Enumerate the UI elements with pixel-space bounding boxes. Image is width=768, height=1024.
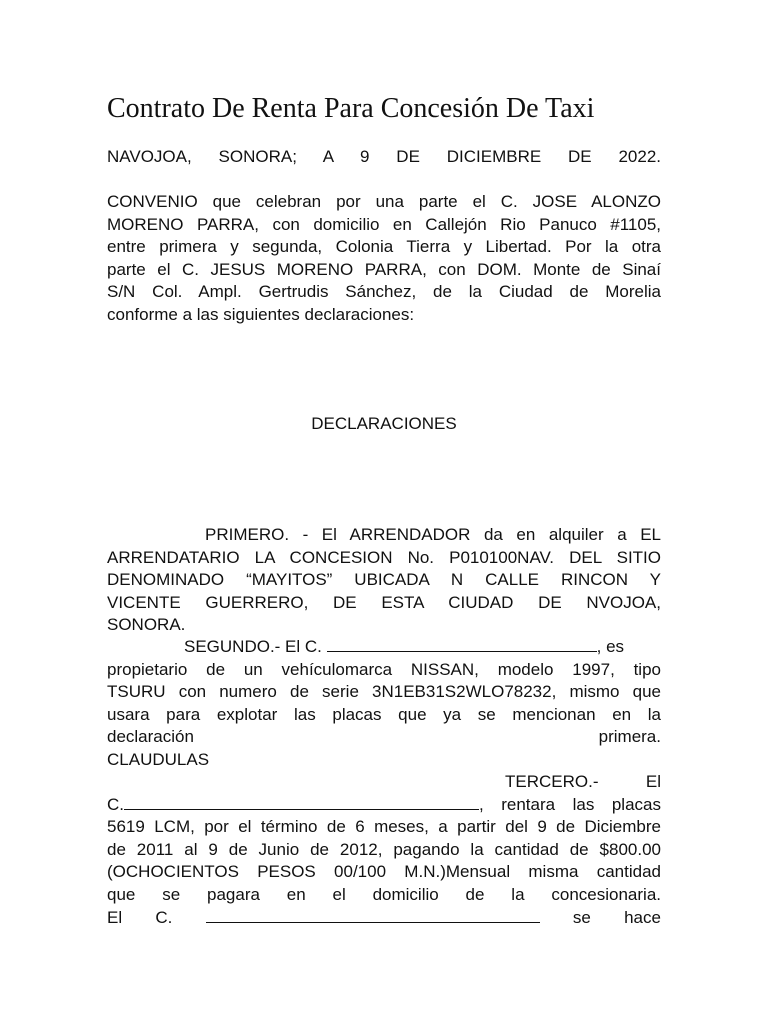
last-c-text: C.	[155, 907, 173, 927]
primero-line: PRIMERO. - El ARRENDADOR da en alquiler a EL	[205, 525, 661, 544]
intro-line: entre primera y segunda, Colonia Tierra y Libertad. Por la otra	[107, 237, 661, 257]
segundo-line: TSURU con numero de serie 3N1EB31S2WLO78232, mismo que	[107, 682, 661, 702]
segundo-paragraph	[107, 636, 661, 772]
tercero-line: que se pagara en el domicilio de la concesionaria.	[107, 884, 661, 904]
last-line	[107, 907, 661, 930]
tercero-c-text: C.	[107, 794, 124, 814]
tercero-paragraph	[107, 771, 661, 929]
segundo-last-left-text: declaración	[107, 727, 194, 747]
intro-line: conforme a las siguientes declaraciones:	[107, 304, 415, 324]
segundo-last-line	[107, 726, 661, 749]
intro-line: S/N Col. Ampl. Gertrudis Sánchez, de la Ciudad de Morelia	[107, 282, 661, 302]
name-blank-line	[206, 908, 540, 923]
primero-paragraph	[107, 524, 661, 637]
segundo-line: propietario de un vehículomarca NISSAN, modelo 1997, tipo	[107, 659, 661, 679]
segundo-start-text: SEGUNDO.- El C.	[184, 637, 322, 656]
name-blank-line	[327, 637, 597, 652]
last-el-text: El	[107, 907, 123, 927]
place-date-line: NAVOJOA, SONORA; A 9 DE DICIEMBRE DE 2022.	[107, 147, 661, 166]
primero-line: SONORA.	[107, 615, 186, 635]
tercero-c-line	[107, 794, 661, 817]
tercero-line: (OCHOCIENTOS PESOS 00/100 M.N.)Mensual misma cantidad	[107, 862, 661, 882]
name-blank-line	[124, 795, 479, 810]
tercero-heading-right: El	[645, 772, 661, 791]
tercero-line: 5619 LCM, por el término de 6 meses, a partir del 9 de Diciembre	[107, 817, 661, 837]
claudulas-heading: CLAUDULAS	[107, 749, 210, 769]
last-se-text: se	[572, 907, 591, 927]
tercero-after-blank-text: , rentara las placas	[479, 794, 661, 814]
primero-line: DENOMINADO “MAYITOS” UBICADA N CALLE RINCON Y	[107, 570, 661, 590]
segundo-last-right-text: primera.	[598, 727, 661, 747]
tercero-line: de 2011 al 9 de Junio de 2012, pagando la cantidad de $800.00	[107, 839, 661, 859]
document-title: Contrato De Renta Para Concesión De Taxi	[107, 93, 595, 124]
intro-line: parte el C. JESUS MORENO PARRA, con DOM. Monte de Sinaí	[107, 259, 661, 279]
intro-line: MORENO PARRA, con domicilio en Callejón Rio Panuco #1105,	[107, 214, 661, 234]
primero-line: ARRENDATARIO LA CONCESION No. P010100NAV. DEL SITIO	[107, 547, 661, 567]
tercero-heading-line	[107, 771, 661, 794]
declaraciones-heading: DECLARACIONES	[311, 414, 457, 433]
intro-paragraph	[107, 191, 661, 327]
segundo-line: usara para explotar las placas que ya se mencionan en la	[107, 704, 661, 724]
intro-line: CONVENIO que celebran por una parte el C. JOSE ALONZO	[107, 192, 661, 211]
primero-line: VICENTE GUERRERO, DE ESTA CIUDAD DE NVOJOA,	[107, 592, 661, 612]
last-hace-text: hace	[624, 907, 661, 927]
tercero-heading-left: TERCERO.-	[505, 772, 599, 791]
segundo-first-line: SEGUNDO.- El C. , es	[184, 637, 625, 656]
